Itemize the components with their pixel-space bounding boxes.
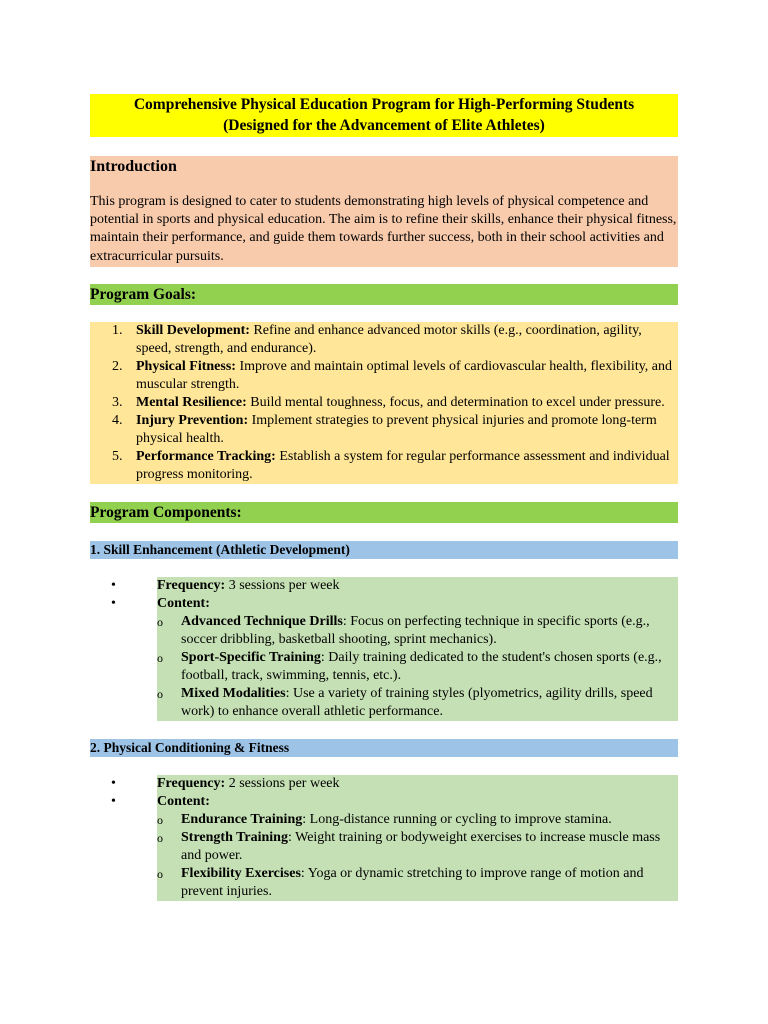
goal-label: Skill Development: bbox=[136, 322, 250, 338]
sub-item-text: : Yoga or dynamic stretching to improve range of motion and prevent injuries. bbox=[181, 865, 644, 899]
goal-number: 3. bbox=[112, 394, 123, 410]
sub-item bbox=[157, 613, 678, 649]
sub-item bbox=[157, 829, 678, 865]
program-goals-heading: Program Goals: bbox=[90, 284, 678, 305]
program-goals-list bbox=[90, 322, 678, 484]
goal-number: 4. bbox=[112, 412, 123, 428]
sub-bullet-icon: o bbox=[157, 866, 163, 881]
goal-text: Establish a system for regular performance assessment and individual progress monitoring. bbox=[136, 448, 670, 482]
section-skill-enhancement-list bbox=[111, 577, 678, 721]
goal-label: Injury Prevention: bbox=[136, 412, 249, 428]
goal-text: Implement strategies to prevent physical injuries and promote long-term physical health. bbox=[136, 412, 657, 446]
introduction-text: This program is designed to cater to students demonstrating high levels of physical competence and potential in sports and physical education. The aim is to refine their skills, enhance their physical fitness, maintain their performance, and guide them towards further success, both in their school activities and extracurricular pursuits. bbox=[90, 194, 677, 264]
goal-item bbox=[112, 448, 678, 484]
sub-item-text: : Use a variety of training styles (plyometrics, agility drills, speed work) to enhance overall athletic performance. bbox=[181, 685, 653, 719]
sub-item-label: Endurance Training bbox=[181, 811, 303, 827]
introduction-section bbox=[90, 156, 678, 267]
goal-number: 5. bbox=[112, 448, 123, 464]
sub-item-text: : Daily training dedicated to the student's chosen sports (e.g., football, track, swimming, tennis, etc.). bbox=[181, 649, 662, 683]
sub-bullet-icon: o bbox=[157, 830, 163, 845]
document-title bbox=[90, 94, 678, 137]
bullet-icon: • bbox=[111, 595, 116, 611]
sub-bullet-icon: o bbox=[157, 650, 163, 665]
introduction-heading: Introduction bbox=[90, 158, 177, 175]
sub-item-label: Sport-Specific Training bbox=[181, 649, 321, 665]
sub-bullet-icon: o bbox=[157, 812, 163, 827]
sub-item-label: Strength Training bbox=[181, 829, 288, 845]
sub-item bbox=[157, 811, 678, 829]
program-components-heading: Program Components: bbox=[90, 502, 678, 523]
content-label: Content: bbox=[157, 793, 210, 809]
goal-text: Build mental toughness, focus, and determination to excel under pressure. bbox=[246, 394, 665, 410]
frequency-item bbox=[111, 775, 678, 793]
content-item bbox=[111, 595, 678, 613]
document-page bbox=[90, 94, 678, 901]
frequency-text: 2 sessions per week bbox=[225, 775, 340, 791]
goal-number: 1. bbox=[112, 322, 123, 338]
sub-item-text: : Focus on perfecting technique in specific sports (e.g., soccer dribbling, basketball shooting, sprint mechanics). bbox=[181, 613, 650, 647]
frequency-text: 3 sessions per week bbox=[225, 577, 340, 593]
title-line-2: (Designed for the Advancement of Elite Athletes) bbox=[223, 117, 545, 134]
sub-item bbox=[157, 649, 678, 685]
sub-item-label: Advanced Technique Drills bbox=[181, 613, 343, 629]
goal-label: Mental Resilience: bbox=[136, 394, 247, 410]
frequency-label: Frequency: bbox=[157, 577, 226, 593]
goal-item bbox=[112, 322, 678, 358]
sub-bullet-icon: o bbox=[157, 686, 163, 701]
goal-label: Performance Tracking: bbox=[136, 448, 276, 464]
content-label: Content: bbox=[157, 595, 210, 611]
sub-item-text: : Long-distance running or cycling to improve stamina. bbox=[302, 811, 612, 827]
bullet-icon: • bbox=[111, 577, 116, 593]
title-line-1: Comprehensive Physical Education Program for High-Performing Students bbox=[133, 96, 635, 113]
content-item bbox=[111, 793, 678, 811]
frequency-label: Frequency: bbox=[157, 775, 226, 791]
sub-item-text: : Weight training or bodyweight exercises to increase muscle mass and power. bbox=[181, 829, 661, 863]
sub-item bbox=[157, 865, 678, 901]
sub-item-label: Flexibility Exercises bbox=[181, 865, 301, 881]
goal-number: 2. bbox=[112, 358, 123, 374]
sub-item-label: Mixed Modalities bbox=[181, 685, 286, 701]
frequency-item bbox=[111, 577, 678, 595]
goal-item bbox=[112, 412, 678, 448]
sub-item bbox=[157, 685, 678, 721]
goal-item bbox=[112, 394, 678, 412]
section-heading-physical-conditioning: 2. Physical Conditioning & Fitness bbox=[90, 739, 678, 757]
bullet-icon: • bbox=[111, 775, 116, 791]
goal-label: Physical Fitness: bbox=[136, 358, 236, 374]
goal-text: Refine and enhance advanced motor skills (e.g., coordination, agility, speed, strength, and endurance). bbox=[136, 322, 642, 356]
section-heading-skill-enhancement: 1. Skill Enhancement (Athletic Development) bbox=[90, 541, 678, 559]
bullet-icon: • bbox=[111, 793, 116, 809]
goal-text: Improve and maintain optimal levels of cardiovascular health, flexibility, and muscular strength. bbox=[136, 358, 673, 392]
sub-bullet-icon: o bbox=[157, 614, 163, 629]
goal-item bbox=[112, 358, 678, 394]
section-physical-conditioning-list bbox=[111, 775, 678, 901]
